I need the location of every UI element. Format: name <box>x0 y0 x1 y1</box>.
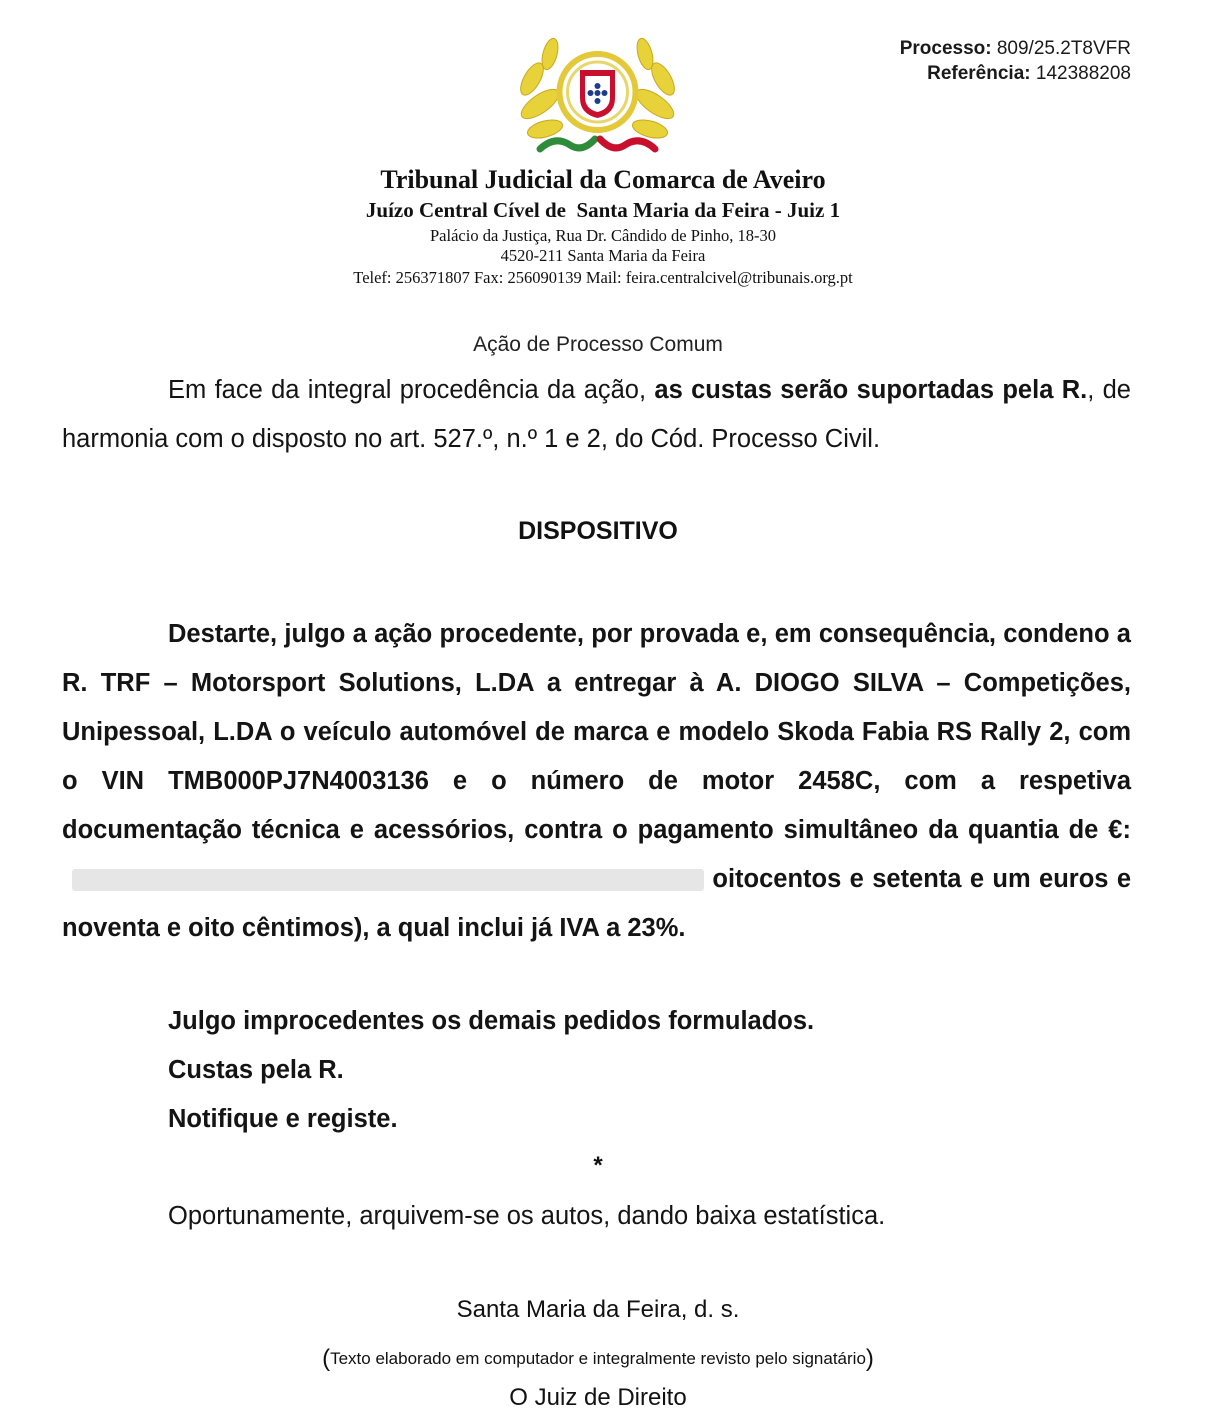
court-division: Juízo Central Cível de Santa Maria da Feira - Juiz 1 <box>365 198 841 222</box>
order-notify: Notifique e registe. <box>168 1105 398 1133</box>
court-contacts: Telef: 256371807 Fax: 256090139 Mail: feira.centralcivel@tribunais.org.pt <box>353 268 853 287</box>
ruling-text-after-amount: oitocentos e setenta e um euros e noventa e oito cêntimos), a qual inclui já IVA a 23%. <box>62 865 1132 942</box>
signature-note <box>0 1345 1196 1373</box>
reference-label: Referência: <box>927 63 1031 84</box>
signature-note-text: Texto elaborado em computador e integralmente revisto pelo signatário <box>330 1349 866 1368</box>
redacted-amount <box>72 869 704 891</box>
ruling-text-before-amount: Destarte, julgo a ação procedente, por provada e, em consequência, condeno a R. TRF – Motorsport Solutions, L.DA a entregar à A. DIOGO SILVA – Competições, Unipessoal, L.DA o veículo automóvel de marca e modelo Skoda Fabia RS Rally 2, com o VIN TMB000PJ7N4003136 e o número de motor 2458C, com a respetiva documentação técnica e acessórios, contra o pagamento simultâneo da quantia de €: <box>62 620 1131 844</box>
signature-note-open-paren: ( <box>322 1345 331 1372</box>
court-address-line2: 4520-211 Santa Maria da Feira <box>500 246 706 265</box>
court-name: Tribunal Judicial da Comarca de Aveiro <box>380 165 826 194</box>
coat-of-arms-icon <box>510 34 685 162</box>
process-value: 809/25.2T8VFR <box>996 38 1131 59</box>
reference-number <box>900 61 1131 86</box>
costs-text-part3: , de harmonia com o disposto no art. 527.º, n.º 1 e 2, do Cód. Processo Civil. <box>62 376 1131 453</box>
ruling-paragraph <box>62 610 1131 953</box>
signature-note-close-paren: ) <box>865 1345 874 1372</box>
separator-asterisk: * <box>593 1152 603 1179</box>
order-costs: Custas pela R. <box>168 1056 344 1084</box>
costs-paragraph <box>62 366 1131 464</box>
signatory: O Juiz de Direito <box>509 1384 687 1411</box>
archive-note: Oportunamente, arquivem-se os autos, dando baixa estatística. <box>168 1202 886 1230</box>
action-type: Ação de Processo Comum <box>473 333 723 356</box>
process-meta <box>900 36 1131 86</box>
process-number <box>900 36 1131 61</box>
place-date: Santa Maria da Feira, d. s. <box>456 1296 740 1323</box>
costs-text-part1: Em face da integral procedência da ação, <box>168 376 655 404</box>
reference-value: 142388208 <box>1035 63 1131 84</box>
costs-text-bold: as custas serão suportadas pela R. <box>654 376 1088 404</box>
process-label: Processo: <box>899 38 992 59</box>
section-title: DISPOSITIVO <box>518 517 678 545</box>
court-address-line1: Palácio da Justiça, Rua Dr. Cândido de Pinho, 18-30 <box>430 226 776 245</box>
order-dismiss-other-claims: Julgo improcedentes os demais pedidos formulados. <box>168 1007 815 1035</box>
